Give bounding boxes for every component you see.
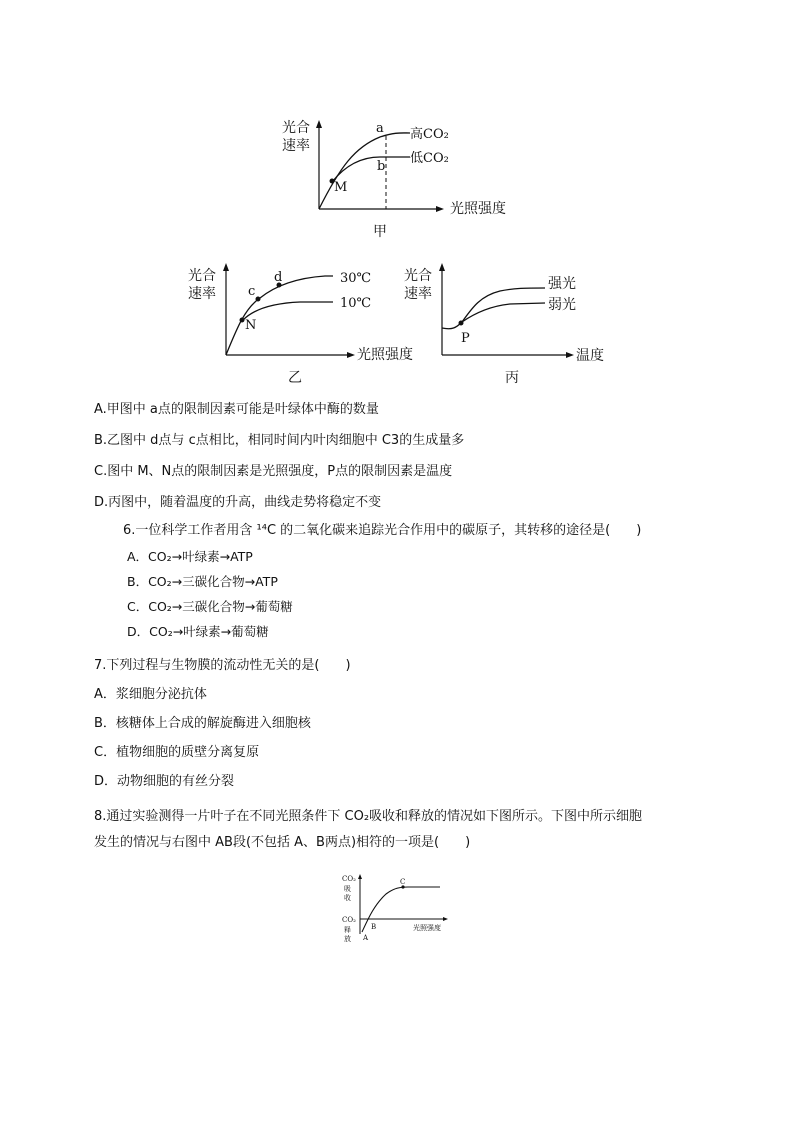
jia-xlabel: 光照强度 (450, 201, 506, 217)
yi-caption: 乙 (288, 370, 302, 386)
curve-low-co2 (332, 157, 410, 182)
q6-stem: 6.一位科学工作者用含 ¹⁴C 的二氧化碳来追踪光合作用中的碳原子，其转移的途径是( ) (123, 523, 642, 538)
jia-ylabel-2: 速率 (282, 138, 310, 154)
figure-bing (400, 258, 620, 386)
bing-ylabel-2: 速率 (404, 286, 432, 302)
figure-yi (185, 258, 425, 386)
point-m-label: M (334, 180, 348, 195)
q7-option-b: B．核糖体上合成的解旋酶进入细胞核 (94, 716, 311, 731)
q5-option-a: A.甲图中 a点的限制因素可能是叶绿体中酶的数量 (94, 402, 379, 417)
q5-option-b: B.乙图中 d点与 c点相比，相同时间内叶肉细胞中 C3的生成量多 (94, 433, 465, 448)
q6-option-a: A．CO₂→叶绿素→ATP (127, 549, 253, 564)
q8-ylabel-bottom-2: 释 (344, 926, 351, 934)
q8-point-b-label: B (371, 923, 377, 931)
bing-ylabel-1: 光合 (404, 268, 432, 284)
q7-option-d: D．动物细胞的有丝分裂 (94, 774, 235, 789)
q8-ylabel-top-1: CO₂ (342, 875, 356, 883)
q8-xlabel: 光照强度 (413, 924, 441, 932)
jia-caption: 甲 (373, 224, 387, 240)
q7-stem: 7.下列过程与生物膜的流动性无关的是( ) (94, 658, 351, 673)
curve-strong-light (442, 288, 545, 329)
curve-high-co2 (319, 133, 410, 209)
jia-ylabel-1: 光合 (282, 120, 310, 136)
q8-stem-line1: 8.通过实验测得一片叶子在不同光照条件下 CO₂吸收和释放的情况如下图所示。下图中所示细胞 (94, 809, 643, 824)
q8-ylabel-top-2: 吸 (344, 885, 351, 893)
bing-xlabel: 温度 (576, 348, 604, 364)
figure-q8 (336, 872, 456, 948)
q7-option-a: A．浆细胞分泌抗体 (94, 687, 207, 702)
point-c (256, 297, 261, 302)
q7-option-c: C．植物细胞的质壁分离复原 (94, 745, 260, 760)
curve-10c (243, 302, 333, 320)
point-n (240, 318, 245, 323)
q5-option-d: D.丙图中，随着温度的升高，曲线走势将稳定不变 (94, 495, 382, 510)
label-high-co2: 高CO₂ (410, 127, 449, 142)
label-weak-light: 弱光 (548, 297, 576, 313)
curve-30c (226, 276, 333, 355)
point-p (459, 321, 464, 326)
yi-ylabel-1: 光合 (188, 268, 216, 284)
label-30c: 30℃ (340, 271, 372, 286)
point-n-label: N (245, 318, 257, 333)
point-a-label: a (376, 121, 384, 136)
point-d-label: d (274, 270, 283, 285)
label-strong-light: 强光 (548, 276, 576, 292)
q8-stem-line2: 发生的情况与右图中 AB段(不包括 A、B两点)相符的一项是( ) (94, 835, 471, 850)
q6-option-b: B．CO₂→三碳化合物→ATP (127, 574, 278, 589)
yi-xlabel: 光照强度 (357, 347, 413, 363)
point-c-label: c (248, 284, 256, 299)
point-b-label: b (377, 159, 386, 174)
q6-option-c: C．CO₂→三碳化合物→葡萄糖 (127, 599, 293, 614)
bing-caption: 丙 (505, 370, 519, 386)
label-low-co2: 低CO₂ (410, 151, 449, 166)
q8-point-a-label: A (363, 934, 369, 942)
label-10c: 10℃ (340, 296, 372, 311)
q5-option-c: C.图中 M、N点的限制因素是光照强度，P点的限制因素是温度 (94, 464, 453, 479)
yi-ylabel-2: 速率 (188, 286, 216, 302)
figure-jia (270, 112, 530, 242)
q6-option-d: D．CO₂→叶绿素→葡萄糖 (127, 624, 269, 639)
q8-ylabel-bottom-1: CO₂ (342, 916, 356, 924)
q8-ylabel-bottom-3: 放 (344, 935, 351, 943)
q8-point-c-label: C (400, 878, 406, 886)
q8-ylabel-top-3: 收 (344, 894, 351, 902)
point-p-label: P (461, 331, 470, 346)
